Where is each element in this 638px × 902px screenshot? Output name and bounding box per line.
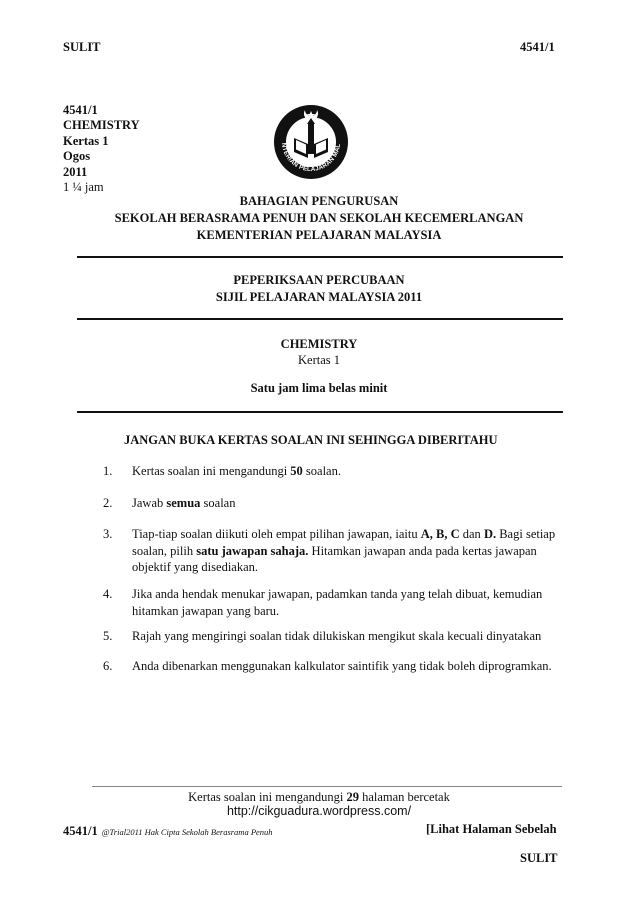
exam-title: PEPERIKSAAN PERCUBAAN [233, 273, 405, 287]
page-count: Kertas soalan ini mengandungi 29 halaman bercetak [188, 790, 450, 804]
next-page-note: [Lihat Halaman Sebelah [426, 822, 557, 836]
instruction-text: Rajah yang mengiringi soalan tidak dilukiskan mengikut skala kecuali dinyatakan [132, 629, 542, 643]
subject-duration: Satu jam lima belas minit [250, 381, 388, 395]
header-paper-code: 4541/1 [520, 40, 555, 54]
svg-text:KEMENTERIAN PELAJARAN MALAYSIA: NTERIAN PELAJARAN MAL [279, 142, 342, 174]
meta-year: 2011 [63, 164, 88, 179]
org-line-3: KEMENTERIAN PELAJARAN MALAYSIA [196, 228, 442, 242]
meta-paper: Kertas 1 [63, 133, 109, 148]
org-line-1: BAHAGIAN PENGURUSAN [239, 194, 399, 208]
instruction-number: 4. [103, 587, 113, 601]
source-url[interactable]: http://cikguadura.wordpress.com/ [226, 804, 412, 818]
footer-copyright: @Trial2011 Hak Cipta Sekolah Berasrama Penuh [101, 827, 273, 837]
divider [77, 318, 563, 320]
instruction-number: 3. [103, 527, 113, 541]
instruction-text: Jawab semua soalan [132, 496, 236, 510]
instruction-number: 6. [103, 659, 113, 673]
instruction-text: Anda dibenarkan menggunakan kalkulator saintifik yang tidak boleh diprogramkan. [132, 659, 552, 673]
footer-classification: SULIT [520, 851, 558, 865]
meta-code: 4541/1 [63, 103, 98, 117]
footer-divider [92, 786, 562, 787]
meta-subject: CHEMISTRY [63, 118, 140, 133]
subject-title: CHEMISTRY [280, 337, 358, 351]
instruction-number: 1. [103, 464, 113, 478]
meta-month: Ogos [63, 149, 91, 164]
divider [77, 411, 563, 413]
instruction-text: Jika anda hendak menukar jawapan, padamkan tanda yang telah dibuat, kemudian hitamkan jawapan yang baru. [132, 587, 543, 618]
instruction-number: 5. [103, 629, 113, 643]
instruction-text: Tiap-tiap soalan diikuti oleh empat pilihan jawapan, iaitu A, B, C dan D. Bagi setiap soalan, pilih satu jawapan sahaja. Hitamkan jawapan anda pada kertas jawapan objektif yang disediakan. [132, 527, 556, 574]
divider [77, 256, 563, 258]
footer-copyright-line [63, 822, 273, 840]
footer-code: 4541/1 [63, 824, 98, 838]
warning-text: JANGAN BUKA KERTAS SOALAN INI SEHINGGA DIBERITAHU [124, 433, 498, 447]
exam-subtitle: SIJIL PELAJARAN MALAYSIA 2011 [215, 290, 423, 304]
ministry-emblem-icon [272, 102, 350, 184]
meta-duration: 1 ¼ jam [63, 180, 104, 195]
paper-meta [63, 103, 140, 195]
instruction-text: Kertas soalan ini mengandungi 50 soalan. [132, 464, 341, 478]
header-classification: SULIT [63, 40, 101, 54]
subject-paper: Kertas 1 [298, 353, 340, 367]
instruction-number: 2. [103, 496, 113, 510]
org-line-2: SEKOLAH BERASRAMA PENUH DAN SEKOLAH KECEMERLANGAN [114, 211, 524, 225]
